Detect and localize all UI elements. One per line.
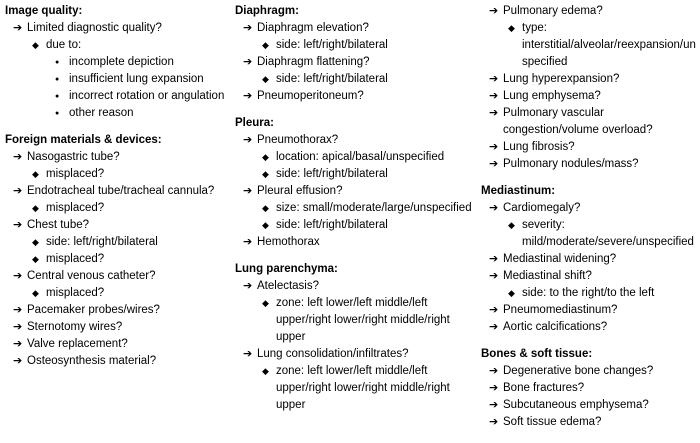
item-text: Degenerative bone changes? — [503, 365, 654, 377]
arrow-bullet-icon: ➔ — [489, 158, 499, 170]
item-text: Aortic calcifications? — [503, 321, 608, 333]
arrow-bullet-icon: ➔ — [489, 253, 499, 265]
checklist-item — [5, 336, 235, 353]
checklist-item — [5, 54, 235, 71]
item-text: Diaphragm elevation? — [257, 22, 369, 34]
item-text: due to: — [46, 39, 82, 51]
checklist-item — [235, 20, 481, 37]
checklist-item — [5, 200, 235, 217]
section-heading: Mediastinum: — [481, 185, 556, 197]
diamond-bullet-icon: ◆ — [32, 254, 39, 264]
item-text: Endotracheal tube/tracheal cannula? — [27, 185, 215, 197]
section-heading: Diaphragm: — [235, 5, 299, 17]
dot-bullet-icon: ● — [55, 76, 60, 83]
diamond-bullet-icon: ◆ — [32, 288, 39, 298]
arrow-bullet-icon: ➔ — [489, 321, 499, 333]
item-text: incorrect rotation or angulation — [69, 90, 225, 102]
item-text: side: left/right/bilateral — [46, 236, 158, 248]
item-text: incomplete depiction — [69, 56, 174, 68]
arrow-bullet-icon: ➔ — [13, 338, 23, 350]
checklist-item — [5, 302, 235, 319]
arrow-bullet-icon: ➔ — [489, 107, 499, 119]
item-text: zone: left lower/left middle/left upper/right lower/right middle/right upper — [276, 365, 450, 411]
checklist-item — [5, 353, 235, 370]
section-block — [235, 115, 481, 251]
arrow-bullet-icon: ➔ — [489, 5, 499, 17]
arrow-bullet-icon: ➔ — [13, 304, 23, 316]
item-text: other reason — [69, 107, 134, 119]
arrow-bullet-icon: ➔ — [243, 236, 253, 248]
checklist-item — [235, 295, 481, 346]
diamond-bullet-icon: ◆ — [508, 220, 515, 230]
item-text: Mediastinal widening? — [503, 253, 617, 265]
checklist-item — [5, 319, 235, 336]
item-text: side: left/right/bilateral — [276, 73, 388, 85]
item-text: misplaced? — [46, 202, 105, 214]
arrow-bullet-icon: ➔ — [243, 56, 253, 68]
arrow-bullet-icon: ➔ — [243, 22, 253, 34]
checklist-item — [5, 166, 235, 183]
checklist-item — [235, 71, 481, 88]
item-text: Subcutaneous emphysema? — [503, 399, 649, 411]
diamond-bullet-icon: ◆ — [32, 40, 39, 50]
diamond-bullet-icon: ◆ — [262, 152, 269, 162]
diamond-bullet-icon: ◆ — [32, 237, 39, 247]
checklist-item — [235, 37, 481, 54]
checklist-item — [481, 285, 696, 302]
arrow-bullet-icon: ➔ — [13, 151, 23, 163]
checklist-item — [481, 105, 696, 139]
section-block — [481, 346, 696, 431]
section-block — [235, 261, 481, 414]
item-text: Bone fractures? — [503, 382, 585, 394]
item-text: side: left/right/bilateral — [276, 168, 388, 180]
dot-bullet-icon: ● — [55, 93, 60, 100]
checklist-item — [481, 268, 696, 285]
checklist-item — [235, 346, 481, 363]
checklist-item — [481, 319, 696, 336]
diamond-bullet-icon: ◆ — [32, 169, 39, 179]
arrow-bullet-icon: ➔ — [13, 321, 23, 333]
diamond-bullet-icon: ◆ — [262, 298, 269, 308]
item-text: type: interstitial/alveolar/reexpansion/unspecified — [522, 22, 696, 68]
arrow-bullet-icon: ➔ — [13, 219, 23, 231]
arrow-bullet-icon: ➔ — [13, 270, 23, 282]
checklist-item — [5, 183, 235, 200]
checklist-item — [5, 37, 235, 54]
arrow-bullet-icon: ➔ — [489, 399, 499, 411]
item-text: Lung fibrosis? — [503, 141, 575, 153]
diamond-bullet-icon: ◆ — [508, 288, 515, 298]
arrow-bullet-icon: ➔ — [243, 90, 253, 102]
diamond-bullet-icon: ◆ — [262, 74, 269, 84]
arrow-bullet-icon: ➔ — [13, 185, 23, 197]
item-text: Lung hyperexpansion? — [503, 73, 620, 85]
checklist-item — [5, 71, 235, 88]
item-text: Osteosynthesis material? — [27, 355, 157, 367]
item-text: Valve replacement? — [27, 338, 128, 350]
item-text: Sternotomy wires? — [27, 321, 123, 333]
checklist-item — [235, 200, 481, 217]
item-text: side: left/right/bilateral — [276, 219, 388, 231]
item-text: Hemothorax — [257, 236, 320, 248]
item-text: Limited diagnostic quality? — [27, 22, 162, 34]
item-text: Pulmonary edema? — [503, 5, 603, 17]
dot-bullet-icon: ● — [55, 59, 60, 66]
checklist-item — [481, 380, 696, 397]
arrow-bullet-icon: ➔ — [489, 202, 499, 214]
checklist-item — [481, 363, 696, 380]
item-text: misplaced? — [46, 168, 105, 180]
arrow-bullet-icon: ➔ — [489, 141, 499, 153]
checklist-item — [481, 251, 696, 268]
checklist-item — [235, 363, 481, 414]
checklist-item — [235, 234, 481, 251]
checklist-item — [5, 88, 235, 105]
item-text: Pneumoperitoneum? — [257, 90, 364, 102]
section-block — [481, 183, 696, 336]
arrow-bullet-icon: ➔ — [489, 90, 499, 102]
checklist-item — [235, 149, 481, 166]
item-text: Nasogastric tube? — [27, 151, 120, 163]
item-text: Pulmonary vascular congestion/volume overload? — [503, 107, 653, 136]
item-text: Chest tube? — [27, 219, 90, 231]
checklist-item — [5, 105, 235, 122]
diamond-bullet-icon: ◆ — [262, 220, 269, 230]
arrow-bullet-icon: ➔ — [489, 365, 499, 377]
item-text: Diaphragm flattening? — [257, 56, 370, 68]
arrow-bullet-icon: ➔ — [243, 185, 253, 197]
item-text: size: small/moderate/large/unspecified — [276, 202, 472, 214]
item-text: side: to the right/to the left — [522, 287, 655, 299]
arrow-bullet-icon: ➔ — [489, 270, 499, 282]
checklist-item — [481, 3, 696, 20]
checklist-item — [481, 71, 696, 88]
item-text: insufficient lung expansion — [69, 73, 204, 85]
item-text: Pleural effusion? — [257, 185, 343, 197]
checklist-item — [235, 54, 481, 71]
checklist-item — [481, 20, 696, 71]
item-text: Atelectasis? — [257, 280, 320, 292]
diamond-bullet-icon: ◆ — [262, 169, 269, 179]
item-text: severity: mild/moderate/severe/unspecified — [522, 219, 694, 248]
checklist-item — [235, 132, 481, 149]
section-block — [5, 132, 235, 370]
arrow-bullet-icon: ➔ — [243, 134, 253, 146]
checklist-item — [481, 302, 696, 319]
item-text: Lung emphysema? — [503, 90, 601, 102]
section-block — [481, 3, 696, 173]
column-1 — [5, 3, 235, 431]
section-block — [235, 3, 481, 105]
item-text: side: left/right/bilateral — [276, 39, 388, 51]
checklist-item — [5, 234, 235, 251]
item-text: Pulmonary nodules/mass? — [503, 158, 639, 170]
dot-bullet-icon: ● — [55, 110, 60, 117]
item-text: location: apical/basal/unspecified — [276, 151, 445, 163]
section-block — [5, 3, 235, 122]
checklist-item — [235, 278, 481, 295]
checklist-item — [5, 251, 235, 268]
item-text: Pneumomediastinum? — [503, 304, 618, 316]
checklist-item — [235, 217, 481, 234]
checklist-item — [5, 285, 235, 302]
diamond-bullet-icon: ◆ — [262, 40, 269, 50]
checklist-item — [481, 200, 696, 217]
checklist-item — [5, 268, 235, 285]
checklist-item — [5, 149, 235, 166]
arrow-bullet-icon: ➔ — [243, 280, 253, 292]
column-2 — [235, 3, 481, 431]
diamond-bullet-icon: ◆ — [262, 366, 269, 376]
checklist-item — [481, 397, 696, 414]
checklist-item — [5, 217, 235, 234]
arrow-bullet-icon: ➔ — [489, 382, 499, 394]
section-heading: Image quality: — [5, 5, 83, 17]
diamond-bullet-icon: ◆ — [508, 23, 515, 33]
item-text: Cardiomegaly? — [503, 202, 581, 214]
section-heading: Foreign materials & devices: — [5, 134, 162, 146]
section-heading: Lung parenchyma: — [235, 263, 338, 275]
item-text: Soft tissue edema? — [503, 416, 602, 428]
item-text: Lung consolidation/infiltrates? — [257, 348, 409, 360]
arrow-bullet-icon: ➔ — [243, 348, 253, 360]
item-text: Central venous catheter? — [27, 270, 156, 282]
arrow-bullet-icon: ➔ — [13, 22, 23, 34]
checklist-item — [235, 183, 481, 200]
item-text: misplaced? — [46, 253, 105, 265]
arrow-bullet-icon: ➔ — [489, 73, 499, 85]
checklist-item — [481, 88, 696, 105]
section-heading: Pleura: — [235, 117, 274, 129]
checklist-item — [235, 88, 481, 105]
checklist-item — [481, 217, 696, 251]
checklist-item — [481, 156, 696, 173]
section-heading: Bones & soft tissue: — [481, 348, 593, 360]
arrow-bullet-icon: ➔ — [489, 304, 499, 316]
arrow-bullet-icon: ➔ — [13, 355, 23, 367]
diamond-bullet-icon: ◆ — [262, 203, 269, 213]
checklist-item — [481, 139, 696, 156]
diamond-bullet-icon: ◆ — [32, 203, 39, 213]
column-3 — [481, 3, 696, 431]
item-text: Mediastinal shift? — [503, 270, 592, 282]
arrow-bullet-icon: ➔ — [489, 416, 499, 428]
checklist-item — [235, 166, 481, 183]
checklist-item — [481, 414, 696, 431]
item-text: zone: left lower/left middle/left upper/right lower/right middle/right upper — [276, 297, 450, 343]
item-text: Pneumothorax? — [257, 134, 339, 146]
item-text: Pacemaker probes/wires? — [27, 304, 160, 316]
checklist-item — [5, 20, 235, 37]
item-text: misplaced? — [46, 287, 105, 299]
